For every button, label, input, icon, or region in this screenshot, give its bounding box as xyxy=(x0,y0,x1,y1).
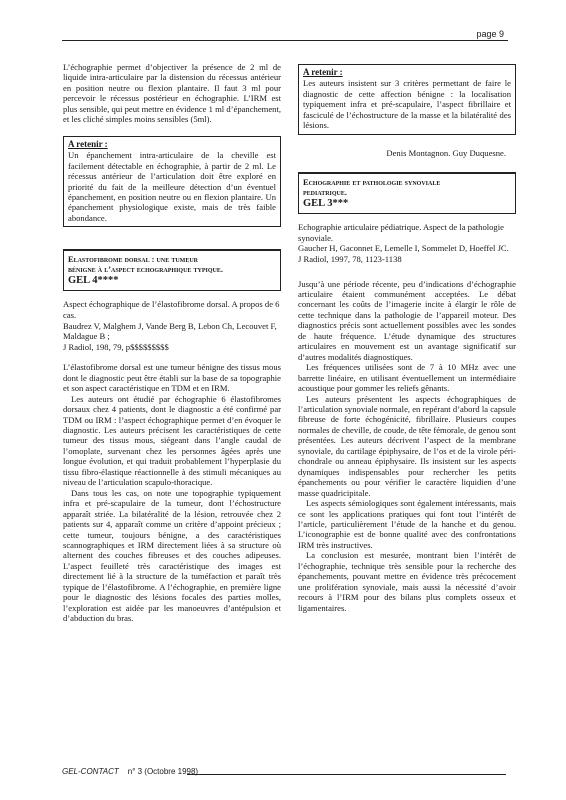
retenir-box-title: A retenir : xyxy=(303,67,343,77)
body-paragraph: Les fréquences utilisées sont de 7 à 10 MHz avec une barrette linéaire, en utilisant éventuellement un intermédiaire acoustique pour gommer les reliefs gênants. xyxy=(298,362,516,394)
footer-rule xyxy=(187,774,506,775)
header-rule xyxy=(62,40,508,41)
retenir-box-ankle xyxy=(63,136,281,228)
article-title-line1: Echographie et pathologie synoviale xyxy=(303,178,441,188)
reference-authors: Baudrez V, Malghem J, Vande Berg B, Lebon Ch, Lecouvet F, Maldague B ; xyxy=(63,320,277,342)
article-reference xyxy=(63,299,281,352)
intro-paragraph: L’échographie permet d’objectiver la présence de 2 ml de liquide intra-articulaire par la distension du récessus antérieur en position neutre ou flexion plantaire. Il faut 3 ml pour percevoir le récessus postérieur en échographie. L’IRM est plus sensible, qui peut mettre en évidence 1 ml d’épanchement, et les cliché simples moins sensibles (5ml). xyxy=(63,62,281,125)
retenir-box-text: Un épanchement intra-articulaire de la cheville est facilement détectable en échographie, à partir de 2 ml. Le récessus antérieur de l’articulation doit être exploré en priorité du fait de la meilleure détection d’un éventuel épanchement, en position neutre ou en flexion plantaire. Un épanchement physiologique existe, mais de très faible abondance. xyxy=(68,150,276,223)
reference-journal: J Radiol, 1997, 78, 1123-1138 xyxy=(298,253,402,264)
article-title-line2: bénigne à l’aspect echographique typique. xyxy=(68,265,223,275)
body-paragraph: Jusqu’à une période récente, peu d’indications d’échographie articulaire étaient communément acceptées. Le débat concernant les coûts de l’imagerie incite à élargir le rôle de cette technique dans la pathologie de l’appareil moteur. Des diagnostics précis sont actuellement possibles avec les sondes de haute fréquence. L’étude dynamique des structures articulaires en mouvement est un avantage significatif sur d’autres modalités diagnostiques. xyxy=(298,278,516,362)
page-number: page 9 xyxy=(476,29,504,39)
article-reference xyxy=(298,222,516,264)
reference-authors: Gaucher H, Gaconnet E, Lemelle I, Sommelet D, Hoeffel JC. xyxy=(298,243,509,254)
footer-issue: n° 3 (Octobre 1998) xyxy=(127,767,199,776)
reference-title: Echographie articulaire pédiatrique. Aspect de la pathologie synoviale. xyxy=(298,222,504,243)
reference-journal: J Radiol, 198, 79, p$$$$$$$$$ xyxy=(63,341,169,352)
body-paragraph: Les auteurs présentent les aspects échographiques de l’articulation synoviale normale, en repérant d’abord la capsule fibreuse de forte échogénicité, fibrillaire. Plusieurs coupes normales de cheville, de coude, de tête fémorale, de genou sont présentées. Les auteurs décrivent l’aspect de la membrane synoviale, du cartilage épiphysaire, de l’os et de la virole péri-chondrale ou anneau épiphysaire. Ils insistent sur les aspects dynamiques indispensables pour rechercher les petits épanchements ou pour vérifier le caractère liquidien d’une masse quadricipitale. xyxy=(298,393,516,498)
retenir-box-elastofibrome xyxy=(298,64,516,135)
body-paragraph: Dans tous les cas, on note une topographie typiquement infra et pré-scapulaire de la tumeur, dont l’échostructure apparaît striée. La bilatéralité de la lésion, retrouvée chez 2 patients sur 4, apparaît comme un critère d’appoint précieux ; cette tumeur, toujours bénigne, a des caractéristiques scannographiques et IRM directement liées à sa structure où alternent des couches fibreuses et des couches adipeuses. L’aspect feuilleté très caractéristique des images est directement lié à la structure de la tuméfaction et paraît très typique de l’élastofibrome. A l’échographie, en première ligne pour le diagnostic des lésions focales des parties molles, l’exploration est aidée par les manoeuvres d’antépulsion et d’abduction du bras. xyxy=(63,487,281,624)
body-paragraph: La conclusion est mesurée, montrant bien l’intérêt de l’échographie, technique très sensible pour la recherche des épanchements, pouvant mettre en évidence très précocement une prolifération synoviale, mais aussi la nécessité d’avoir recours à l’IRM pour des bilans plus complets osseux et ligamentaires. xyxy=(298,550,516,613)
article-body xyxy=(63,362,281,623)
article-body xyxy=(298,279,516,614)
article-code: GEL 3*** xyxy=(303,198,349,210)
article-code: GEL 4**** xyxy=(68,275,119,287)
article-heading-elastofibrome xyxy=(63,249,281,291)
body-paragraph: L’élastofibrome dorsal est une tumeur bénigne des tissus mous dont le diagnostic peut être établi sur la base de sa topographie et son aspect caractéristique en TDM et en IRM. xyxy=(63,362,281,394)
footer-brand: GEL-CONTACT xyxy=(62,767,119,776)
article-title-line2: pediatrique. xyxy=(303,188,347,198)
retenir-box-text: Les auteurs insistent sur 3 critères permettant de faire le diagnostic de cette affection bénigne : la localisation typiquement infra et pré-scapulaire, l’aspect fibrillaire et fasciculé de l’échostructure de la masse et la bilatéralité des lésions. xyxy=(303,78,511,131)
right-column xyxy=(298,62,516,613)
retenir-box-title: A retenir : xyxy=(68,138,108,149)
left-column xyxy=(63,62,281,624)
article-heading-synoviale xyxy=(298,172,516,214)
body-paragraph: Les aspects sémiologiques sont également intéressants, mais ce sont les applications pratiques qui font tout l’intérêt de l’article, particulièrement l’étude de la hanche et du genou. L’iconographie est de bonne qualité avec des confrontations IRM très instructives. xyxy=(298,498,516,550)
body-paragraph: Les auteurs ont étudié par échographie 6 élastofibromes dorsaux chez 4 patients, dont le diagnostic a été confirmé par TDM ou IRM : l’aspect échographique permet d’en évoquer le diagnostic. Les auteurs précisent les caractéristiques de cette tumeur des tissus mous, siégeant dans l’angle caudal de l’omoplate, survenant chez les personnes âgées après une longue évolution, et qui traduit probablement l’hyperplasie du tissu fibro-élastique réactionnelle à des stimuli mécaniques au niveau de l’articulation scapulo-thoracique. xyxy=(63,393,281,488)
reference-title: Aspect échographique de l’élastofibrome dorsal. A propos de 6 cas. xyxy=(63,299,280,320)
article-title-line1: Elastofibrome dorsal : une tumeur xyxy=(68,255,198,265)
footer xyxy=(62,767,198,776)
author-signature: Denis Montagnon. Guy Duquesne. xyxy=(386,147,506,158)
